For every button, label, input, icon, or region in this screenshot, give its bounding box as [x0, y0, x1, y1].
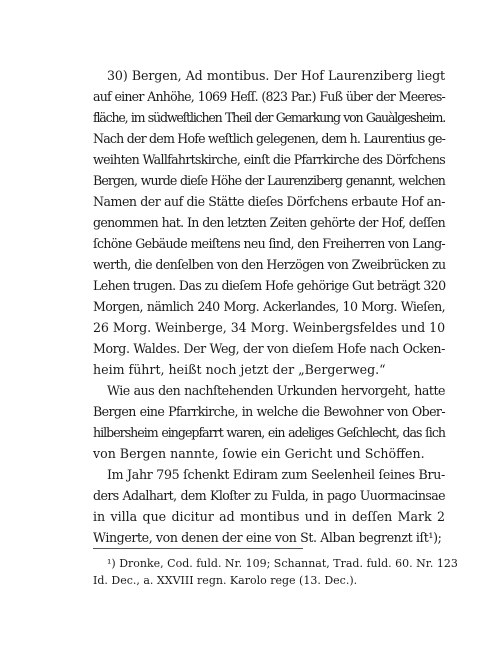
paragraph-line-19: von Bergen nannte, ſowie ein Gericht und Schöffen.	[93, 446, 425, 461]
paragraph-line-14: Morg. Waldes. Der Weg, der von dieſem Hofe nach Ocken-	[93, 341, 445, 356]
paragraph-line-17: Bergen eine Pfarrkirche, in welche die Bewohner von Ober-	[93, 404, 445, 419]
paragraph-line-12: Morgen, nämlich 240 Morg. Ackerlandes, 10 Morg. Wieſen,	[93, 299, 445, 314]
paragraph-line-7: Namen der auf die Stätte dieſes Dörfchens erbaute Hof an-	[93, 194, 445, 209]
footnote-line-1: ¹) Dronke, Cod. fuld. Nr. 109; Schannat, Trad. fuld. 60. Nr. 123	[107, 557, 458, 570]
paragraph-line-5: weihten Wallfahrtskirche, einſt die Pfarrkirche des Dörfchens	[93, 152, 445, 167]
paragraph-line-2: auf einer Anhöhe, 1069 Heſſ. (823 Par.) Fuß über der Meeres-	[93, 89, 445, 104]
paragraph-line-8: genommen hat. In den letzten Zeiten gehörte der Hof, deſſen	[93, 215, 445, 230]
paragraph-line-20: Im Jahr 795 ſchenkt Ediram zum Seelenheil ſeines Bru-	[107, 467, 445, 482]
footnote-divider	[93, 548, 303, 549]
paragraph-line-15: heim führt, heißt noch jetzt der „Bergerweg.“	[93, 362, 386, 377]
footnote-line-2: Id. Dec., a. XXVIII regn. Karolo rege (13. Dec.).	[93, 574, 358, 587]
paragraph-line-16: Wie aus den nachſtehenden Urkunden hervorgeht, hatte	[107, 383, 445, 398]
paragraph-line-13: 26 Morg. Weinberge, 34 Morg. Weinbergsfeldes und 10	[93, 320, 445, 335]
paragraph-line-10: werth, die denſelben von den Herzögen von Zweibrücken zu	[93, 257, 446, 272]
paragraph-line-6: Bergen, wurde dieſe Höhe der Laurenziberg genannt, welchen	[93, 173, 445, 188]
paragraph-line-22: in villa que dicitur ad montibus und in deſſen Mark 2	[93, 509, 445, 524]
paragraph-line-21: ders Adalhart, dem Kloſter zu Fulda, in pago Uuormacinsae	[93, 488, 445, 503]
paragraph-line-18: hilbersheim eingepfarrt waren, ein adeliges Geſchlecht, das ſich	[93, 425, 445, 440]
paragraph-line-3: fläche, im südweſtlichen Theil der Gemarkung von Gauàlgesheim.	[93, 110, 445, 125]
paragraph-line-9: ſchöne Gebäude meiſtens neu ſind, den Freiherren von Lang-	[93, 236, 445, 251]
paragraph-line-23: Wingerte, von denen der eine von St. Alban begrenzt iſt¹);	[93, 530, 442, 545]
paragraph-line-11: Lehen trugen. Das zu dieſem Hofe gehörige Gut beträgt 320	[93, 278, 446, 293]
paragraph-line-1: 30) Bergen, Ad montibus. Der Hof Laurenziberg liegt	[107, 68, 445, 83]
paragraph-line-4: Nach der dem Hofe weſtlich gelegenen, dem h. Laurentius ge-	[93, 131, 446, 146]
